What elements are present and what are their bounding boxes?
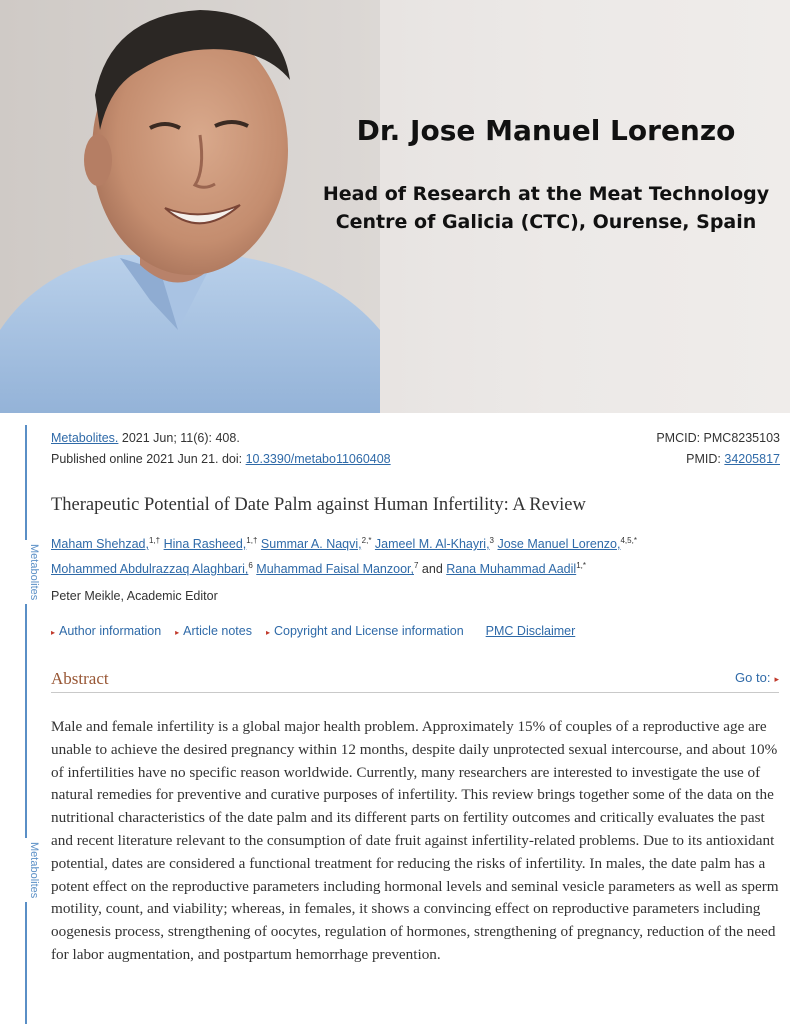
article-notes-toggle[interactable]: [175, 624, 252, 638]
pmid-label: PMID:: [686, 452, 725, 466]
author-affiliation: 6: [248, 561, 253, 571]
abstract-header: [51, 669, 779, 693]
and-text: and: [418, 562, 447, 577]
author-affiliation: 2,*: [361, 536, 372, 545]
copyright-label: Copyright and License information: [273, 624, 464, 638]
author-affiliation: 4,5,*: [620, 536, 637, 545]
academic-editor: Peter Meikle, Academic Editor: [51, 589, 218, 603]
abstract-body: Male and female infertility is a global major health problem. Approximately 15% of couples of a reproductive age are unable to achieve the desired pregnancy within 12 months, despite daily unprotected sexual intercourse, and about 10% of infertilities have no specific reason worldwide. Currently, many researchers are interested to investigate the use of natural remedies for preventive and curative purposes of infertility. This review brings together some of the data on the nutritional characteristics of the date palm and its different parts on fertility outcomes and critically evaluates the past and recent literature relevant to the consumption of date fruit against infertility-related problems. Due to its antioxidant potential, dates are considered a functional treatment for reducing the risks of infertility. In males, the date palm has a potent effect on the reproductive parameters including hormonal levels and seminal vesicle parameters as well as sperm motility, count, and viability; whereas, in females, it shows a convincing effect on reproductive parameters including oogenesis process, strengthening of oocytes, regulation of hormones, strengthening of pregnancy, reduction of the need for labor augmentation, and postpartum hemorrhage prevention.: [51, 718, 779, 963]
author-link[interactable]: Jose Manuel Lorenzo,: [497, 537, 621, 552]
triangle-right-icon: ▸: [774, 674, 779, 684]
author-list: [51, 530, 771, 580]
author-link[interactable]: Maham Shehzad,: [51, 537, 149, 552]
author-information-label: Author information: [59, 624, 162, 638]
profile-banner: [0, 0, 790, 413]
rail-label-bottom: Metabolites: [12, 838, 40, 902]
doctor-position-line2: Centre of Galicia (CTC), Ourense, Spain: [335, 211, 757, 233]
journal-rail: [25, 425, 27, 1024]
citation-date-volume: 2021 Jun; 11(6): 408.: [118, 431, 240, 445]
copyright-toggle[interactable]: [266, 624, 464, 638]
article-info-links: [51, 624, 575, 638]
goto-menu[interactable]: [735, 670, 779, 685]
pmc-disclaimer-link[interactable]: PMC Disclaimer: [485, 624, 576, 638]
triangle-right-icon: ▸: [175, 628, 180, 637]
doi-link[interactable]: 10.3390/metabo11060408: [245, 452, 391, 466]
author-link[interactable]: Rana Muhammad Aadil: [446, 562, 577, 577]
author-link[interactable]: Summar A. Naqvi,: [260, 537, 362, 552]
author-affiliation: 1,*: [576, 561, 586, 571]
rail-label-top: Metabolites: [12, 540, 40, 604]
pmcid: PMCID: PMC8235103: [656, 431, 780, 445]
author-affiliation: 3: [489, 536, 494, 545]
article-title: Therapeutic Potential of Date Palm against Human Infertility: A Review: [51, 495, 586, 515]
journal-link[interactable]: Metabolites.: [51, 431, 119, 445]
article-notes-label: Article notes: [183, 624, 252, 638]
abstract-heading: Abstract: [51, 669, 109, 688]
doctor-name: Dr. Jose Manuel Lorenzo: [356, 114, 736, 147]
published-online-text: Published online 2021 Jun 21. doi:: [51, 452, 246, 466]
author-affiliation: 1,†: [246, 536, 258, 545]
pmid-link[interactable]: 34205817: [724, 452, 780, 466]
article-ids: [656, 428, 780, 470]
citation-info: [51, 428, 391, 470]
author-link[interactable]: Hina Rasheed,: [163, 537, 247, 552]
triangle-right-icon: ▸: [265, 628, 270, 637]
doctor-position: [322, 180, 770, 236]
author-link[interactable]: Mohammed Abdulrazzaq Alaghbari,: [51, 562, 249, 577]
author-affiliation: 7: [413, 561, 419, 571]
goto-label: Go to:: [735, 670, 771, 685]
author-information-toggle[interactable]: [51, 624, 161, 638]
author-affiliation: 1,†: [148, 536, 161, 545]
triangle-right-icon: ▸: [51, 628, 56, 637]
doctor-position-line1: Head of Research at the Meat Technology: [322, 183, 770, 205]
author-link[interactable]: Jameel M. Al-Khayri,: [374, 537, 490, 552]
author-link[interactable]: Muhammad Faisal Manzoor,: [256, 562, 414, 577]
